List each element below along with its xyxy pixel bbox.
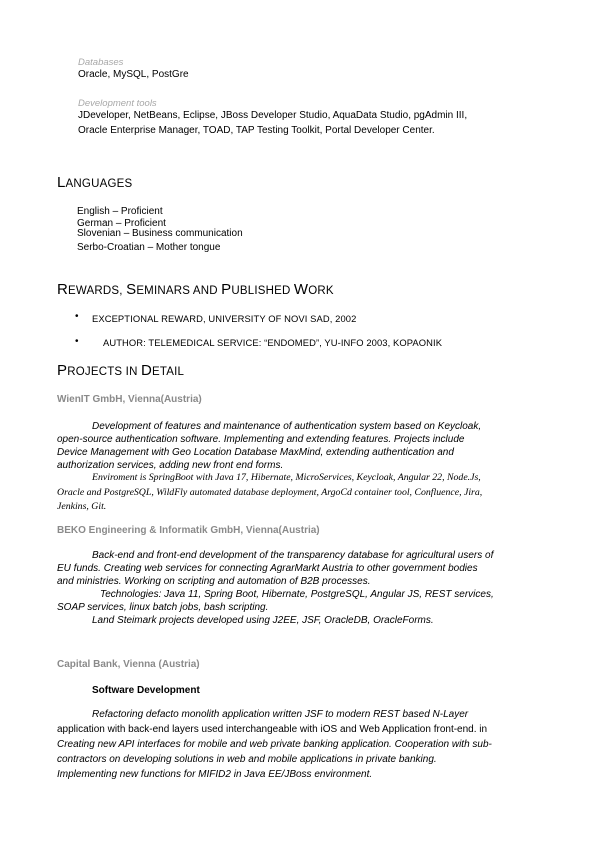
- reward-item: EXCEPTIONAL REWARD, UNIVERSITY OF NOVI SAD, 2002: [92, 313, 357, 324]
- language-item: Serbo-Croatian – Mother tongue: [77, 242, 221, 253]
- dev-tools-label: Development tools: [78, 98, 157, 109]
- project-line: EU funds. Creating web services for connecting AgrarMarkt Austria to other government bodies: [57, 563, 478, 574]
- technologies-line: SOAP services, linux batch jobs, bash scripting.: [57, 602, 269, 613]
- heading-cap: L: [57, 174, 66, 191]
- technologies-line: Technologies: Java 11, Spring Boot, Hibernate, PostgreSQL, Angular JS, REST services,: [100, 589, 494, 600]
- heading-cap: S: [126, 281, 137, 298]
- databases-label: Databases: [78, 57, 124, 68]
- project-line: Creating new API interfaces for mobile and web private banking application. Cooperation with sub-: [57, 739, 492, 750]
- bullet-icon: •: [75, 336, 79, 347]
- company-name: BEKO Engineering & Informatik GmbH, Vienna(Austria): [57, 525, 320, 536]
- project-line: authorization services, adding new front end forms.: [57, 460, 284, 471]
- environment-line: Enviroment is SpringBoot with Java 17, Hibernate, MicroServices, Keycloak, Angular 22, Node.Js,: [92, 472, 481, 483]
- company-name: Capital Bank, Vienna (Austria): [57, 659, 200, 670]
- project-text: Refactoring defacto monolith application written JSF to modern REST based N-Layer: [92, 709, 469, 720]
- heading-cap: R: [57, 281, 69, 298]
- project-line: Device Management with Geo Location Database MaxMind, extending authentication and: [57, 447, 454, 458]
- role-title: Software Development: [92, 685, 200, 696]
- rewards-heading: [57, 281, 334, 298]
- heading-rest: EMINARS AND: [136, 285, 222, 297]
- dev-tools-line: JDeveloper, NetBeans, Eclipse, JBoss Developer Studio, AquaData Studio, pgAdmin III,: [78, 110, 468, 121]
- environment-line: Jenkins, Git.: [57, 501, 107, 512]
- heading-cap: D: [140, 362, 153, 379]
- heading-rest: ORK: [308, 285, 334, 297]
- project-line: Implementing new functions for MIFID2 in Java EE/JBoss environment.: [57, 769, 373, 780]
- project-line: Land Steimark projects developed using J2EE, JSF, OracleDB, OracleForms.: [92, 615, 434, 626]
- databases-value: Oracle, MySQL, PostGre: [78, 69, 189, 80]
- environment-line: Oracle and PostgreSQL, WildFly automated database deployment, ArgoCd container tool, Confluence, Jira,: [57, 487, 483, 498]
- project-line: open-source authentication software. Implementing and extending features. Projects include: [57, 434, 465, 445]
- reward-item: AUTHOR: TELEMEDICAL SERVICE: “ENDOMED”, YU-INFO 2003, KOPAONIK: [103, 337, 443, 348]
- project-line: [92, 709, 468, 720]
- company-name: WienIT GmbH, Vienna(Austria): [57, 394, 202, 405]
- projects-heading: [57, 362, 184, 379]
- language-item: Slovenian – Business communication: [77, 228, 243, 239]
- language-item: German – Proficient: [77, 218, 166, 229]
- heading-rest: EWARDS,: [68, 285, 127, 297]
- project-line: and ministries. Working on scripting and automation of B2B processes.: [57, 576, 371, 587]
- project-line: Development of features and maintenance of authentication system based on Keycloak,: [92, 421, 482, 432]
- heading-rest: ANGUAGES: [65, 178, 133, 190]
- project-line: application with back-end layers used interchangeable with iOS and Web Application front-end. in: [57, 724, 488, 735]
- heading-rest: ETAIL: [152, 366, 185, 378]
- heading-cap: W: [293, 281, 309, 298]
- project-line: contractors on developing solutions in web and mobile applications in private banking.: [57, 754, 437, 765]
- bullet-icon: •: [75, 311, 79, 322]
- heading-cap: P: [221, 281, 232, 298]
- heading-rest: ROJECTS IN: [67, 366, 141, 378]
- languages-heading: [57, 174, 132, 191]
- heading-rest: UBLISHED: [231, 285, 294, 297]
- dev-tools-line: Oracle Enterprise Manager, TOAD, TAP Testing Toolkit, Portal Developer Center.: [78, 125, 435, 136]
- heading-cap: P: [57, 362, 68, 379]
- language-item: English – Proficient: [77, 206, 163, 217]
- project-line: Back-end and front-end development of the transparency database for agricultural users of: [92, 550, 494, 561]
